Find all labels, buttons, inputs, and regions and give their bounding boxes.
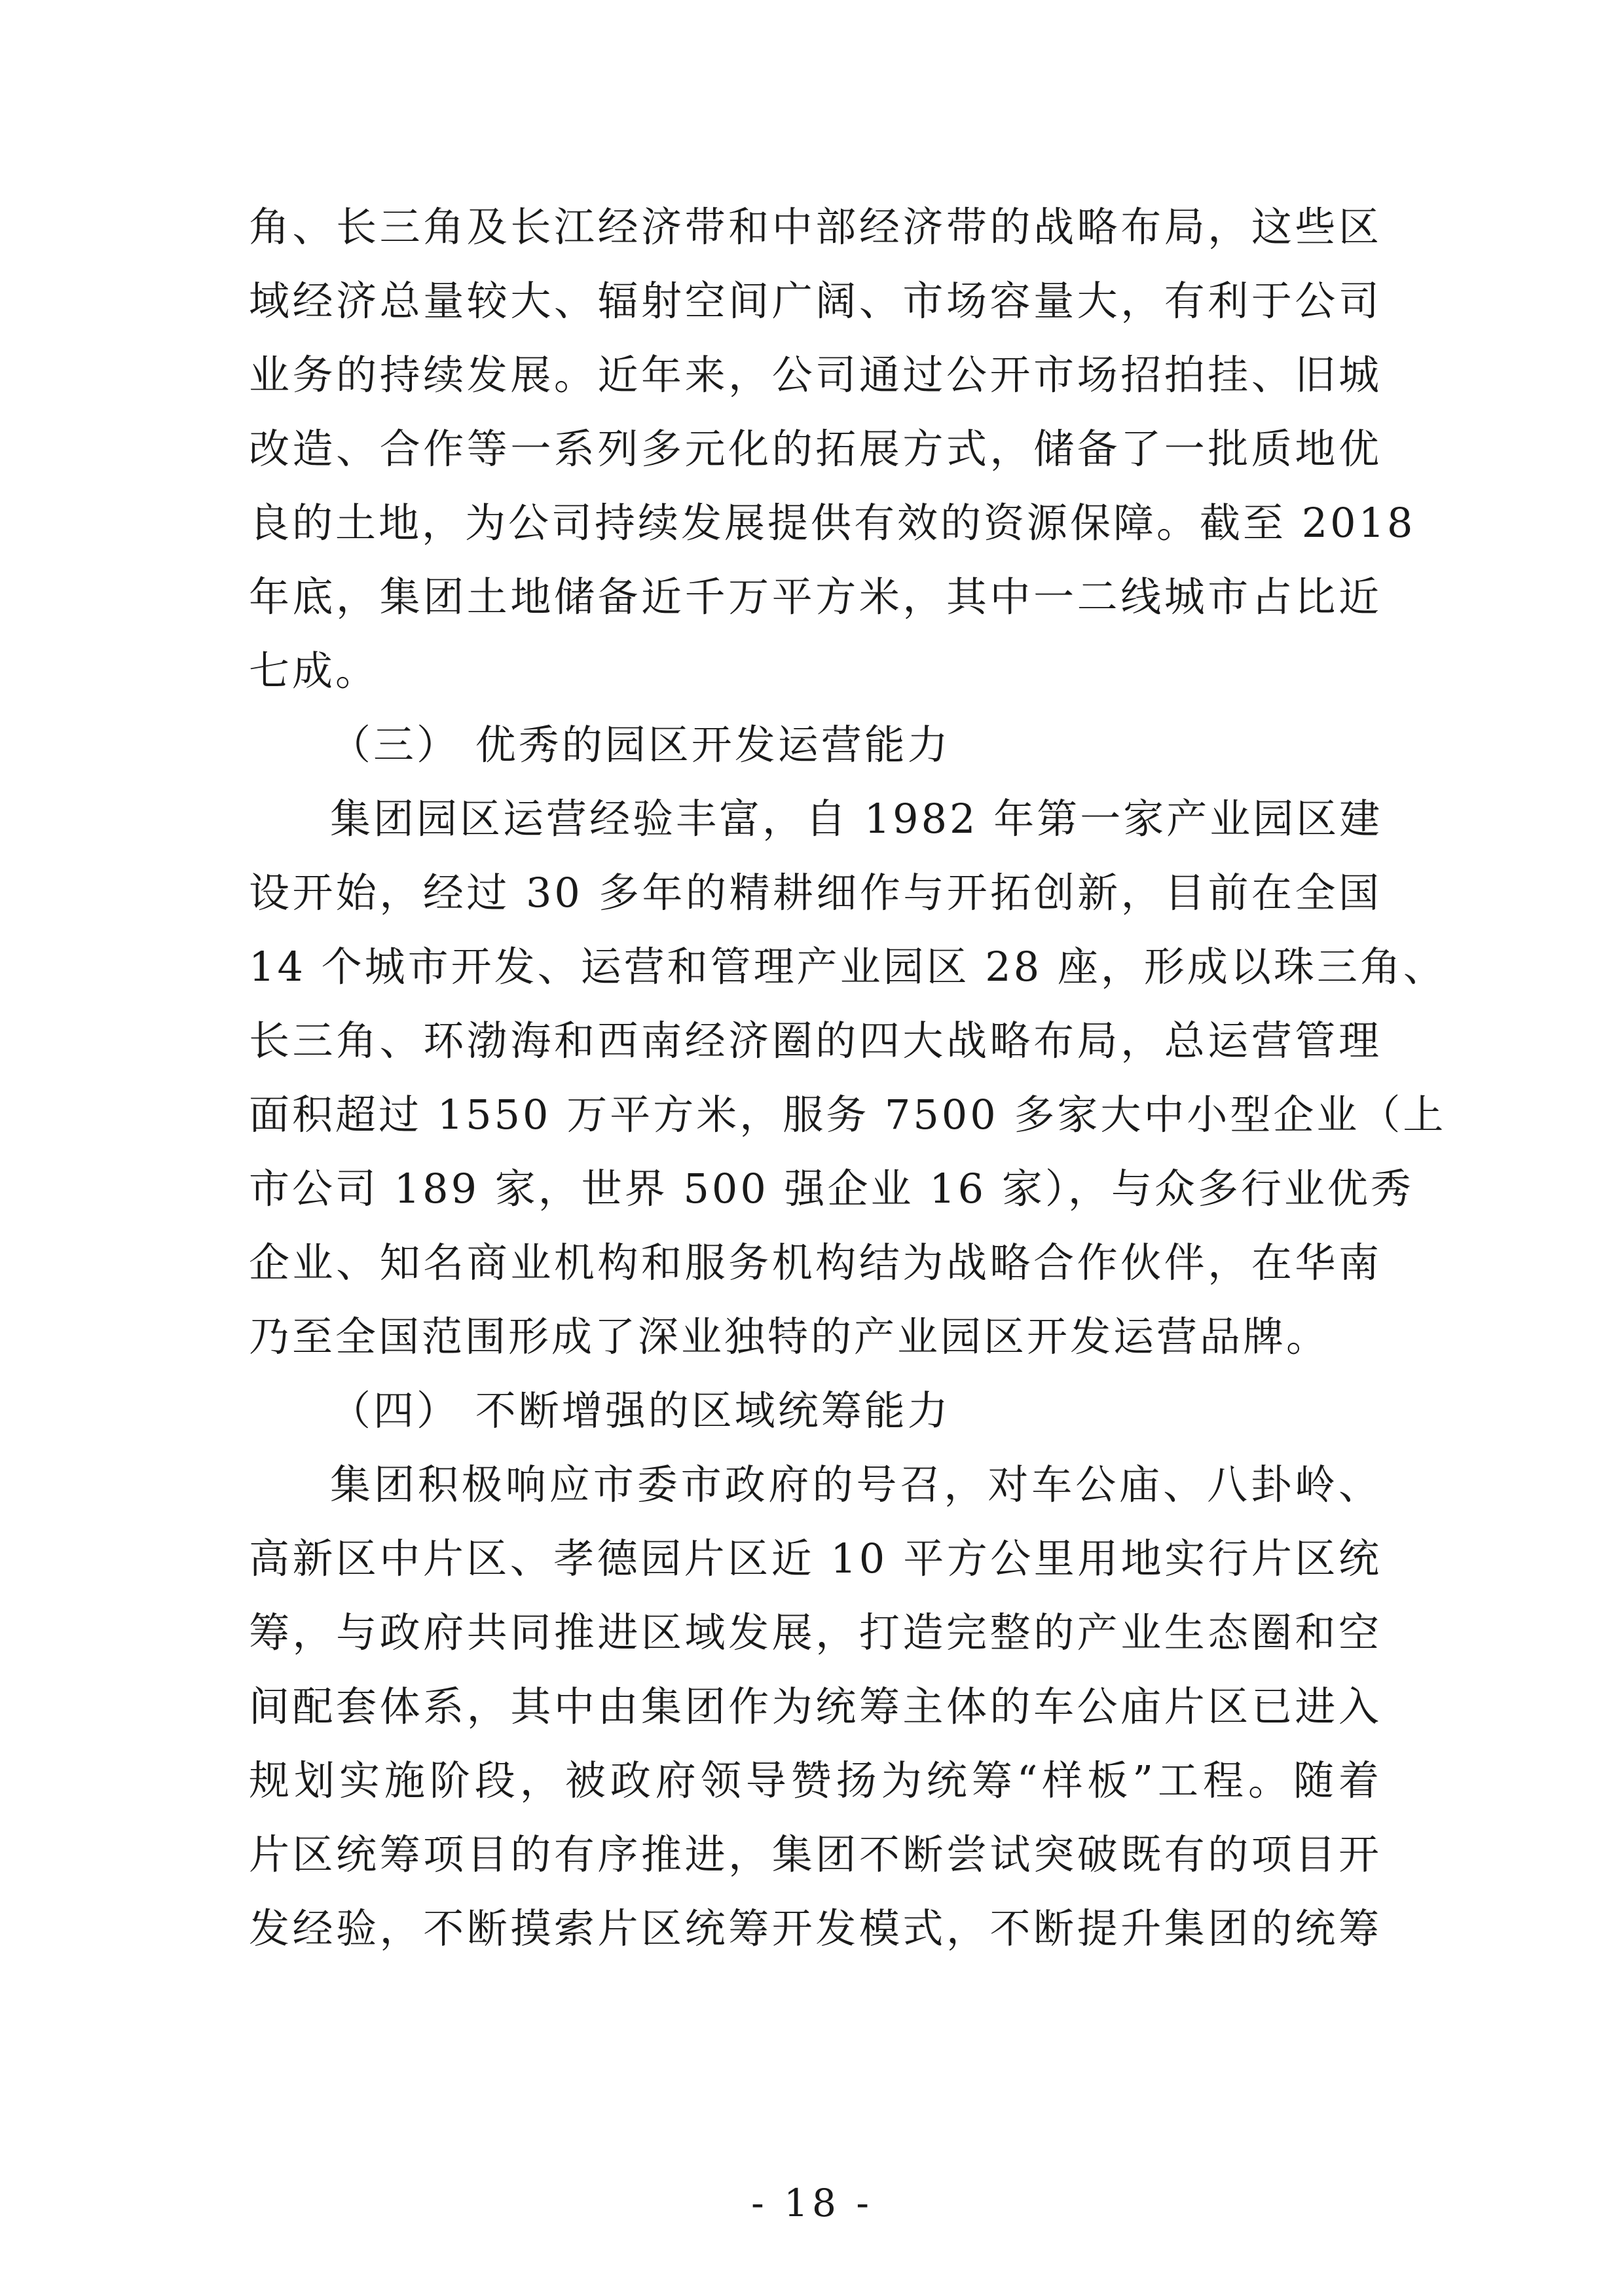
text-line: 域经济总量较大、辐射空间广阔、市场容量大，有利于公司 xyxy=(249,277,1382,325)
text-line: 发经验，不断摸索片区统筹开发模式，不断提升集团的统筹 xyxy=(249,1904,1382,1952)
text-line: 设开始，经过 30 多年的精耕细作与开拓创新，目前在全国 xyxy=(249,869,1382,917)
text-line: 集团积极响应市委市政府的号召，对车公庙、八卦岭、 xyxy=(330,1461,1382,1508)
text-line: 片区统筹项目的有序推进，集团不断尝试突破既有的项目开 xyxy=(249,1831,1382,1878)
text-line: 良的土地，为公司持续发展提供有效的资源保障。截至 2018 xyxy=(249,499,1416,547)
text-line: 七成。 xyxy=(249,647,379,695)
text-line: 企业、知名商业机构和服务机构结为战略合作伙伴，在华南 xyxy=(249,1239,1382,1286)
text-line: 规划实施阶段，被政府领导赞扬为统筹“样板”工程。随着 xyxy=(249,1757,1382,1804)
text-line: 长三角、环渤海和西南经济圈的四大战略布局，总运营管理 xyxy=(249,1017,1382,1065)
text-line: 年底，集团土地储备近千万平方米，其中一二线城市占比近 xyxy=(249,573,1382,621)
section-heading-4: （四） 不断增强的区域统筹能力 xyxy=(330,1387,951,1434)
text-line: 乃至全国范围形成了深业独特的产业园区开发运营品牌。 xyxy=(249,1313,1330,1360)
text-line: 面积超过 1550 万平方米，服务 7500 多家大中小型企业（上 xyxy=(249,1091,1447,1139)
text-line: 业务的持续发展。近年来，公司通过公开市场招拍挂、旧城 xyxy=(249,351,1382,399)
paragraph-park-operation xyxy=(249,782,1447,1374)
paragraph-regional-coordination xyxy=(249,1448,1382,1965)
page-body xyxy=(249,190,1447,1965)
paragraph-land-reserve xyxy=(249,190,1416,708)
text-line: 角、长三角及长江经济带和中部经济带的战略布局，这些区 xyxy=(249,203,1382,251)
text-line: 市公司 189 家，世界 500 强企业 16 家），与众多行业优秀 xyxy=(249,1165,1414,1212)
text-line: 14 个城市开发、运营和管理产业园区 28 座，形成以珠三角、 xyxy=(249,943,1447,991)
section-heading-3: （三） 优秀的园区开发运营能力 xyxy=(330,721,951,769)
text-line: 间配套体系，其中由集团作为统筹主体的车公庙片区已进入 xyxy=(249,1683,1382,1730)
page-number: - 18 - xyxy=(751,2181,873,2225)
text-line: 改造、合作等一系列多元化的拓展方式，储备了一批质地优 xyxy=(249,425,1382,473)
text-line: 高新区中片区、孝德园片区近 10 平方公里用地实行片区统 xyxy=(249,1535,1382,1582)
text-line: 集团园区运营经验丰富，自 1982 年第一家产业园区建 xyxy=(330,795,1383,843)
text-line: 筹，与政府共同推进区域发展，打造完整的产业生态圈和空 xyxy=(249,1609,1382,1656)
